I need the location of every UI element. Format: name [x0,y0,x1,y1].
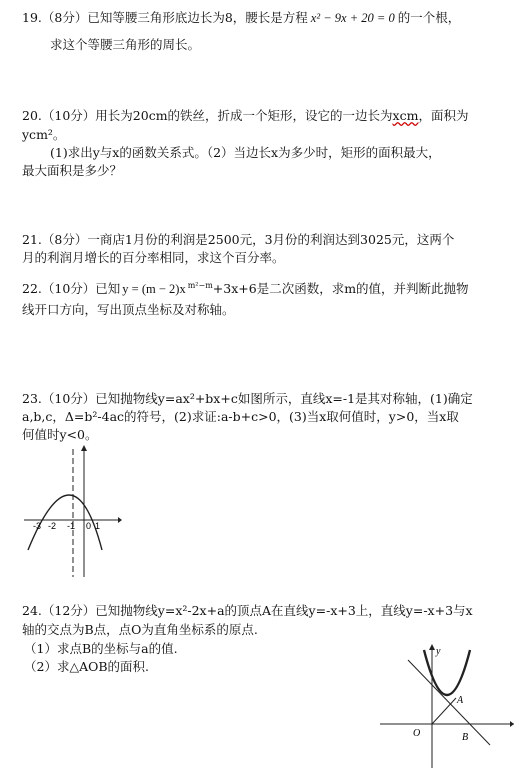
q23-parabola-figure [22,445,122,580]
tick-label-n3: -3 [33,521,42,531]
x-axis-arrow [510,721,514,727]
q21-line1: 21.（8分）一商店1月份的利润是2500元，3月份的利润达到3025元，这两个 [22,232,455,247]
q24-line2: 轴的交点为B点，点O为直角坐标系的原点. [22,622,258,637]
q19-text-b: 的一个根， [397,10,461,25]
q22-formula: y = (m − 2)x [122,282,186,296]
q24-line3: （1）求点B的坐标与a的值. [24,641,178,656]
label-o: O [413,728,421,739]
y-axis-arrow [429,644,435,650]
q24-line4: （2）求△AOB的面积. [24,659,150,674]
label-a: A [457,695,464,706]
q20-text-b: ，面积为 [418,108,469,123]
tick-label-0: 0 [86,521,92,531]
segment-oa [432,698,456,724]
label-y: y [436,646,441,657]
q23-line3: 何值时y<0。 [22,427,98,442]
tick-label-n2: -2 [48,521,57,531]
q23-line2: a,b,c，Δ=b²-4ac的符号，(2)求证:a-b+c>0，(3)当x取何值时，y>0，当x取 [22,409,459,424]
q19-line1 [22,10,460,26]
q20-line4: 最大面积是多少？ [22,163,123,178]
label-b: B [462,732,469,743]
q20-line3: (1)求出y与x的函数关系式。（2）当边长x为多少时，矩形的面积最大， [50,145,441,160]
q22-text-a: 22.（10分）已知 [22,281,121,296]
line-y-neg-x-plus-3 [408,660,490,745]
q21-line2: 月的利润月增长的百分率相同，求这个百分率。 [22,250,285,265]
q20-text-a: 20.（10分）用长为20cm的铁丝，折成一个矩形，设它的一边长为 [22,108,393,123]
q22-line2: 线开口方向，写出顶点坐标及对称轴。 [22,302,235,317]
q20-line2: ycm²。 [22,127,66,142]
q19-text-a: 19.（8分）已知等腰三角形底边长为8，腰长是方程 [22,10,308,25]
q22-text-b: +3x+6是二次函数，求m的值，并判断此抛物 [212,281,469,296]
tick-label-1: 1 [95,521,101,531]
parabola-curve [424,650,470,695]
tick-label-n1: -1 [67,521,76,531]
q20-xcm: xcm [392,108,419,123]
q24-coordinate-figure [378,640,518,770]
q22-exponent: m²−m [187,280,213,290]
q19-equation: x² − 9x + 20 = 0 [310,11,395,25]
q19-line2: 求这个等腰三角形的周长。 [50,37,201,52]
q20-line1 [22,108,468,124]
y-axis-arrow [81,445,87,451]
q24-line1: 24.（12分）已知抛物线y=x²-2x+a的顶点A在直线y=-x+3上，直线y=-x+3与x [22,603,473,618]
q23-line1: 23.（10分）已知抛物线y=ax²+bx+c如图所示，直线x=-1是其对称轴，(1)确定 [22,391,473,406]
x-axis-arrow [118,517,122,523]
q22-line1 [22,281,469,297]
